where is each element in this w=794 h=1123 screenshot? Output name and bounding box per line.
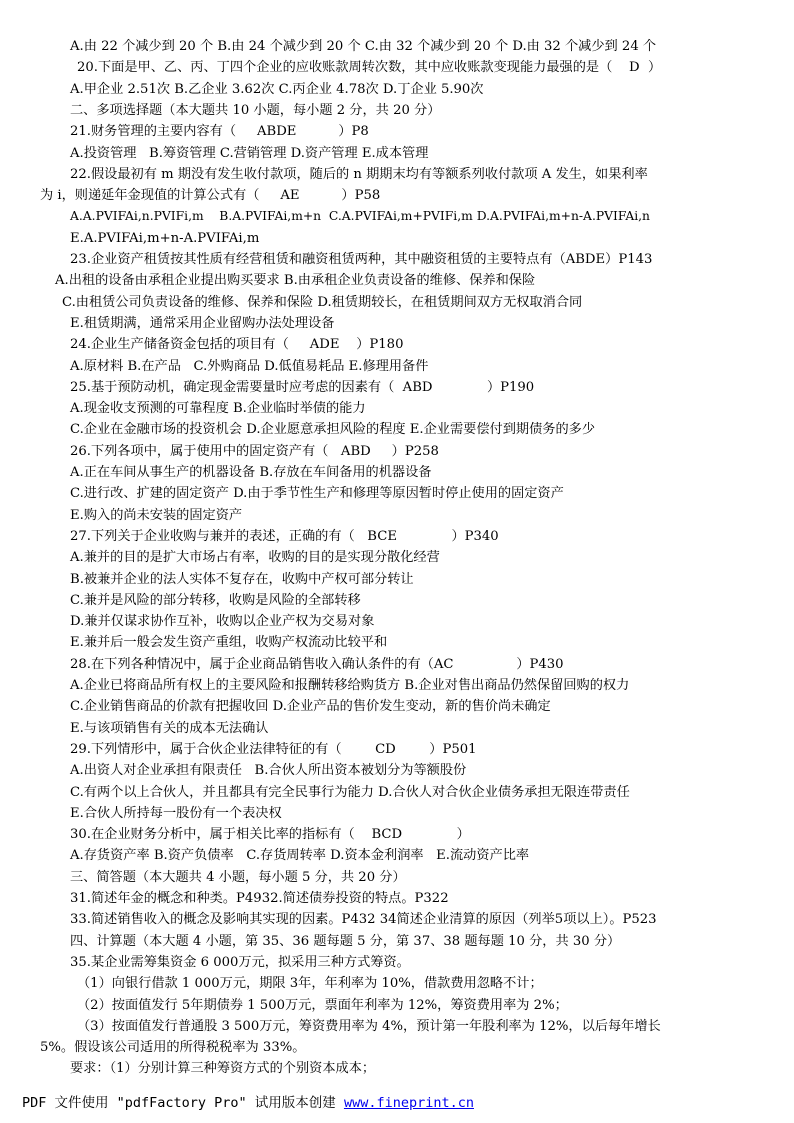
- text-line: A.出资人对企业承担有限责任 B.合伙人所出资本被划分为等额股份: [70, 763, 467, 779]
- text-line: E.合伙人所持每一股份有一个表决权: [70, 805, 282, 821]
- text-line: 四、计算题（本大题 4 小题，第 35、36 题每题 5 分，第 37、38 题每题 10 分，共 30 分）: [70, 933, 621, 949]
- text-line: （2）按面值发行 5年期债券 1 500万元，票面年利率为 12%，筹资费用率为 2%；: [77, 997, 568, 1013]
- text-line: 25.基于预防动机，确定现金需要量时应考虑的因素有（ ABD ）P190: [70, 379, 535, 395]
- text-line: C.进行改、扩建的固定资产 D.由于季节性生产和修理等原因暂时停止使用的固定资产: [70, 486, 564, 502]
- text-line: （1）向银行借款 1 000万元，期限 3年，年利率为 10%，借款费用忽略不计；: [77, 976, 543, 992]
- footer-link[interactable]: www.fineprint.cn: [343, 1095, 474, 1111]
- text-line: 三、简答题（本大题共 4 小题，每小题 5 分，共 20 分）: [70, 869, 406, 885]
- text-line: 33.简述销售收入的概念及影响其实现的因素。P432 34简述企业清算的原因（列举5项以上）。P523: [70, 912, 657, 928]
- text-line: 21.财务管理的主要内容有（ ABDE ）P8: [70, 124, 369, 140]
- text-line: A.投资管理 B.筹资管理 C.营销管理 D.资产管理 E.成本管理: [70, 145, 429, 161]
- text-line: A.正在车间从事生产的机器设备 B.存放在车间备用的机器设备: [70, 465, 432, 480]
- text-line: 30.在企业财务分析中，属于相关比率的指标有（ BCD ）: [70, 827, 470, 843]
- text-line: 二、多项选择题（本大题共 10 小题，每小题 2 分，共 20 分）: [70, 102, 441, 118]
- text-line: E.A.PVIFAi,m+n-A.PVIFAi,m: [70, 230, 260, 246]
- text-line: C.企业销售商品的价款有把握收回 D.企业产品的售价发生变动，新的售价尚未确定: [70, 699, 551, 715]
- text-line: 5%。假设该公司适用的所得税税率为 33%。: [40, 1040, 306, 1056]
- text-line: 20.下面是甲、乙、丙、丁四个企业的应收账款周转次数，其中应收账款变现能力最强的是（ D ）: [77, 60, 662, 76]
- text-line: 26.下列各项中，属于使用中的固定资产有（ ABD ）P258: [70, 443, 439, 459]
- text-line: 28.在下列各种情况中，属于企业商品销售收入确认条件的有（AC ）P430: [70, 656, 564, 672]
- text-line: A.兼并的目的是扩大市场占有率，收购的目的是实现分散化经营: [70, 550, 440, 566]
- text-line: 23.企业资产租赁按其性质有经营租赁和融资租赁两种，其中融资租赁的主要特点有（ABDE）P143: [70, 252, 653, 267]
- text-line: C.兼并是风险的部分转移，收购是风险的全部转移: [70, 592, 361, 608]
- text-line: C.有两个以上合伙人，并且都具有完全民事行为能力 D.合伙人对合伙企业债务承担无限连带责任: [70, 784, 630, 800]
- text-line: 35.某企业需筹集资金 6 000万元，拟采用三种方式筹资。: [70, 954, 410, 970]
- text-line: A.甲企业 2.51次 B.乙企业 3.62次 C.丙企业 4.78次 D.丁企业 5.90次: [70, 81, 484, 97]
- text-line: E.租赁期满，通常采用企业留购办法处理设备: [70, 315, 335, 331]
- text-line: （3）按面值发行普通股 3 500万元，筹资费用率为 4%，预计第一年股利率为 12%，以后每年增长: [77, 1018, 661, 1034]
- text-line: C.企业在金融市场的投资机会 D.企业愿意承担风险的程度 E.企业需要偿付到期债务的多少: [70, 422, 596, 438]
- text-line: 22.假设最初有 m 期没有发生收付款项，随后的 n 期期末均有等额系列收付款项 A 发生，如果利率: [70, 166, 648, 182]
- footer-text: PDF 文件使用 "pdfFactory Pro" 试用版本创建: [22, 1095, 344, 1111]
- text-line: D.兼并仅谋求协作互补，收购以企业产权为交易对象: [70, 614, 375, 630]
- text-line: 要求：（1）分别计算三种筹资方式的个别资本成本；: [70, 1061, 376, 1077]
- text-line: E.购入的尚未安装的固定资产: [70, 507, 243, 523]
- text-line: 为 i，则递延年金现值的计算公式有（ AE ）P58: [40, 188, 381, 204]
- text-line: 27.下列关于企业收购与兼并的表述，正确的有（ BCE ）P340: [70, 528, 499, 544]
- text-line: A.企业已将商品所有权上的主要风险和报酬转移给购货方 B.企业对售出商品仍然保留回购的权力: [70, 678, 630, 693]
- text-line: 31.简述年金的概念和种类。P4932.简述债券投资的特点。P322: [70, 891, 449, 906]
- text-line: E.兼并后一般会发生资产重组，收购产权流动比较平和: [70, 635, 388, 651]
- text-line: 24.企业生产储备资金包括的项目有（ ADE ）P180: [70, 337, 404, 353]
- text-line: B.被兼并企业的法人实体不复存在，收购中产权可部分转让: [70, 571, 414, 587]
- text-line: A.存货资产率 B.资产负债率 C.存货周转率 D.资本金利润率 E.流动资产比率: [70, 848, 530, 864]
- text-line: E.与该项销售有关的成本无法确认: [70, 720, 269, 736]
- pdf-footer: [22, 1093, 474, 1113]
- text-line: A.出租的设备由承租企业提出购买要求 B.由承租企业负责设备的维修、保养和保险: [55, 273, 536, 289]
- text-line: C.由租赁公司负责设备的维修、保养和保险 D.租赁期较长，在租赁期间双方无权取消合同: [62, 294, 583, 310]
- text-line: A.由 22 个减少到 20 个 B.由 24 个减少到 20 个 C.由 32 个减少到 20 个 D.由 32 个减少到 24 个: [70, 39, 657, 54]
- text-line: A.原材料 B.在产品 C.外购商品 D.低值易耗品 E.修理用备件: [70, 358, 429, 374]
- text-line: 29.下列情形中，属于合伙企业法律特征的有（ CD ）P501: [70, 741, 477, 757]
- text-line: A.现金收支预测的可靠程度 B.企业临时举债的能力: [70, 401, 366, 417]
- text-line: A.A.PVIFAi,n.PVIFi,m B.A.PVIFAi,m+n C.A.PVIFAi,m+PVIFi,m D.A.PVIFAi,m+n-A.PVIFAi,n: [70, 209, 650, 224]
